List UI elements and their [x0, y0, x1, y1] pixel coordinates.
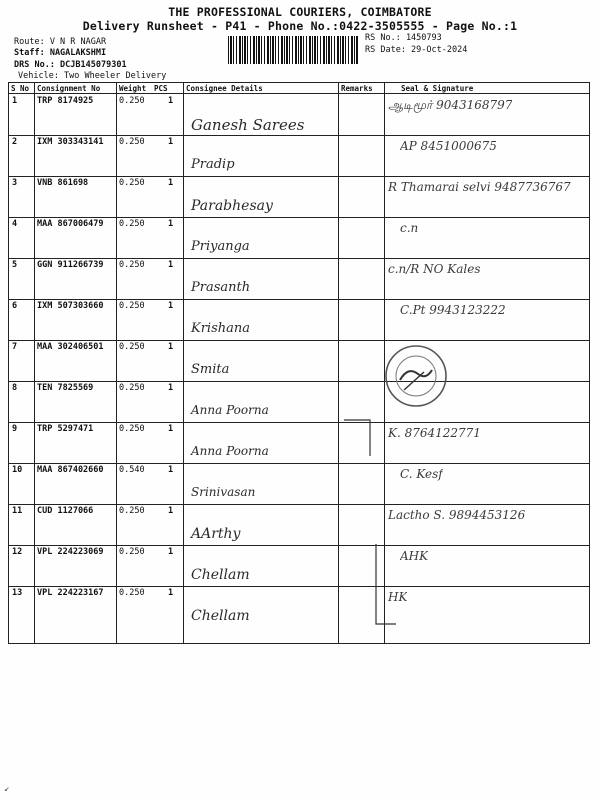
row-pcs: 1: [168, 178, 174, 188]
row-pcs: 1: [168, 219, 174, 229]
col-header-consignee: Consignee Details: [186, 84, 263, 93]
row-consignment: MAA 302406501: [37, 342, 104, 352]
row-consignment: VNB 861698: [37, 178, 89, 188]
row-weight: 0.250: [119, 506, 145, 516]
row-consignment: VPL 224223167: [37, 588, 104, 598]
consignee-handwriting: Chellam: [191, 567, 250, 583]
row-weight: 0.250: [119, 96, 145, 106]
consignee-handwriting: Anna Poorna: [191, 403, 269, 417]
company-title: THE PROFESSIONAL COURIERS, COIMBATORE: [168, 5, 432, 19]
signature-handwriting: Lactho S. 9894453126: [388, 508, 526, 522]
rs-no-label: RS No.: 1450793: [365, 33, 442, 43]
row-pcs: 1: [168, 506, 174, 516]
row-pcs: 1: [168, 465, 174, 475]
signature-handwriting: C.Pt 9943123222: [400, 303, 506, 317]
staff-label: Staff: NAGALAKSHMI: [14, 48, 107, 58]
row-sno: 3: [12, 178, 18, 188]
row-pcs: 1: [168, 547, 174, 557]
signature-handwriting: R Thamarai selvi 9487736767: [388, 180, 571, 194]
row-pcs: 1: [168, 383, 174, 393]
consignee-handwriting: Ganesh Sarees: [191, 116, 305, 134]
row-consignment: GGN 911266739: [37, 260, 104, 270]
runsheet-table: [8, 82, 590, 644]
consignee-handwriting: Parabhesay: [191, 198, 273, 214]
row-consignment: VPL 224223069: [37, 547, 104, 557]
consignee-handwriting: Anna Poorna: [191, 444, 269, 458]
drs-label: DRS No.: DCJB145079301: [14, 60, 127, 70]
row-divider: [8, 176, 590, 177]
row-divider: [8, 422, 590, 423]
row-pcs: 1: [168, 588, 174, 598]
row-sno: 13: [12, 588, 23, 598]
barcode-icon: [228, 36, 358, 64]
row-weight: 0.250: [119, 301, 145, 311]
row-sno: 6: [12, 301, 18, 311]
consignee-handwriting: Pradip: [191, 157, 235, 172]
runsheet-title: Delivery Runsheet - P41 - Phone No.:0422-3505555 - Page No.:1: [82, 19, 518, 33]
consignee-handwriting: Chellam: [191, 608, 250, 624]
row-divider: [8, 258, 590, 259]
row-divider: [8, 217, 590, 218]
row-sno: 11: [12, 506, 23, 516]
row-pcs: 1: [168, 137, 174, 147]
signature-handwriting: HK: [388, 590, 408, 604]
row-sno: 7: [12, 342, 18, 352]
vehicle-label: Vehicle: Two Wheeler Delivery: [18, 71, 167, 81]
col-header-weight: Weight: [119, 84, 147, 93]
row-pcs: 1: [168, 424, 174, 434]
row-divider: [8, 586, 590, 587]
row-weight: 0.250: [119, 219, 145, 229]
row-divider: [8, 135, 590, 136]
rs-date-label: RS Date: 29-Oct-2024: [365, 45, 468, 55]
signature-handwriting: AP 8451000675: [400, 139, 497, 153]
consignee-handwriting: Srinivasan: [191, 485, 256, 499]
row-divider: [8, 463, 590, 464]
row-pcs: 1: [168, 301, 174, 311]
consignee-handwriting: Smita: [191, 362, 230, 377]
row-weight: 0.250: [119, 547, 145, 557]
route-label: Route: V N R NAGAR: [14, 37, 107, 47]
page-corner-mark: ↙: [4, 784, 10, 794]
row-weight: 0.250: [119, 383, 145, 393]
remark-bracket-icon: [372, 540, 412, 630]
row-consignment: MAA 867402660: [37, 465, 104, 475]
row-consignment: CUD 1127066: [37, 506, 94, 516]
col-header-pcs: PCS: [154, 84, 168, 93]
consignee-handwriting: AArthy: [191, 526, 241, 542]
signature-handwriting: c.n/R NO Kales: [388, 262, 481, 276]
row-divider: [8, 504, 590, 505]
row-pcs: 1: [168, 260, 174, 270]
col-header-consignment: Consignment No: [37, 84, 101, 93]
remark-bracket-icon: [340, 416, 380, 460]
row-consignment: TRP 5297471: [37, 424, 94, 434]
row-consignment: TEN 7825569: [37, 383, 94, 393]
row-pcs: 1: [168, 96, 174, 106]
row-sno: 8: [12, 383, 18, 393]
row-divider: [8, 545, 590, 546]
row-weight: 0.250: [119, 424, 145, 434]
row-sno: 5: [12, 260, 18, 270]
row-sno: 12: [12, 547, 23, 557]
signature-handwriting: c.n: [400, 221, 419, 235]
signature-handwriting: K. 8764122771: [388, 426, 481, 440]
col-header-sno: S No: [11, 84, 30, 93]
consignee-handwriting: Priyanga: [191, 239, 250, 254]
row-weight: 0.250: [119, 137, 145, 147]
row-consignment: TRP 8174925: [37, 96, 94, 106]
row-weight: 0.250: [119, 342, 145, 352]
row-weight: 0.250: [119, 260, 145, 270]
company-stamp-icon: [380, 340, 452, 412]
signature-handwriting: AHK: [400, 549, 429, 563]
consignee-handwriting: Krishana: [191, 321, 251, 336]
row-weight: 0.540: [119, 465, 145, 475]
consignee-handwriting: Prasanth: [191, 280, 251, 295]
row-sno: 10: [12, 465, 23, 475]
row-weight: 0.250: [119, 588, 145, 598]
row-sno: 1: [12, 96, 18, 106]
signature-handwriting: ஆடிமூர் 9043168797: [388, 98, 513, 112]
row-consignment: MAA 867006479: [37, 219, 104, 229]
row-sno: 2: [12, 137, 18, 147]
row-consignment: IXM 507303660: [37, 301, 104, 311]
col-header-remarks: Remarks: [341, 84, 373, 93]
signature-handwriting: C. Kesf: [400, 467, 443, 481]
row-divider: [8, 381, 590, 382]
row-sno: 9: [12, 424, 18, 434]
row-consignment: IXM 303343141: [37, 137, 104, 147]
col-header-seal: Seal & Signature: [401, 84, 474, 93]
row-divider: [8, 299, 590, 300]
row-pcs: 1: [168, 342, 174, 352]
row-sno: 4: [12, 219, 18, 229]
row-divider: [8, 340, 590, 341]
row-weight: 0.250: [119, 178, 145, 188]
